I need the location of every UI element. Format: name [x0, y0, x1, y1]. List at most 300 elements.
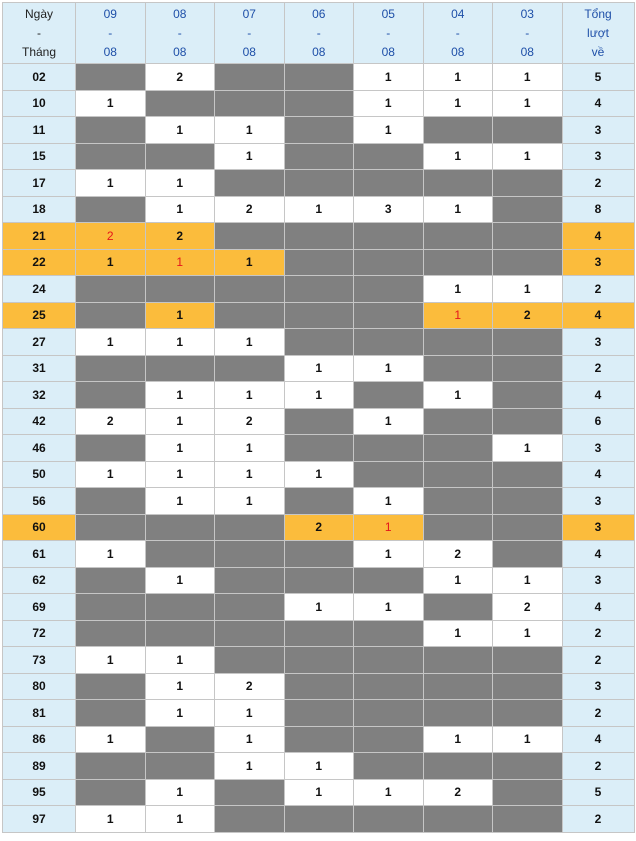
table-row: [3, 408, 635, 435]
count-cell: 1: [145, 779, 215, 806]
count-cell: 2: [145, 223, 215, 250]
empty-cell: [493, 673, 563, 700]
count-cell: 1: [76, 90, 146, 117]
row-number: 11: [3, 117, 76, 144]
empty-cell: [76, 700, 146, 727]
count-cell: 1: [215, 143, 285, 170]
empty-cell: [354, 276, 424, 303]
empty-cell: [284, 408, 354, 435]
empty-cell: [423, 355, 493, 382]
count-cell: 1: [215, 753, 285, 780]
empty-cell: [423, 223, 493, 250]
empty-cell: [423, 673, 493, 700]
header-date-month: [3, 3, 76, 64]
header-month: 08: [381, 44, 395, 59]
empty-cell: [145, 594, 215, 621]
empty-cell: [354, 806, 424, 833]
header-sep: -: [455, 25, 460, 40]
table-row: [3, 302, 635, 329]
header-label-line: Ngày: [24, 6, 53, 21]
count-cell: 1: [284, 461, 354, 488]
empty-cell: [423, 461, 493, 488]
header-month: 08: [451, 44, 465, 59]
table-row: [3, 726, 635, 753]
table-row: [3, 382, 635, 409]
count-cell: 1: [493, 726, 563, 753]
empty-cell: [354, 700, 424, 727]
empty-cell: [423, 753, 493, 780]
count-cell: 1: [354, 541, 424, 568]
empty-cell: [354, 726, 424, 753]
empty-cell: [423, 117, 493, 144]
empty-cell: [423, 647, 493, 674]
count-cell: 1: [493, 90, 563, 117]
count-cell: 1: [354, 90, 424, 117]
empty-cell: [354, 249, 424, 276]
row-total: 2: [562, 700, 634, 727]
count-cell: 1: [354, 117, 424, 144]
row-total: 4: [562, 302, 634, 329]
header-day: 03: [520, 6, 534, 21]
count-cell: 1: [145, 488, 215, 515]
header-day: 08: [173, 6, 187, 21]
count-cell: 1: [423, 382, 493, 409]
empty-cell: [493, 700, 563, 727]
empty-cell: [215, 276, 285, 303]
row-number: 27: [3, 329, 76, 356]
empty-cell: [215, 541, 285, 568]
empty-cell: [76, 117, 146, 144]
row-number: 22: [3, 249, 76, 276]
table-row: [3, 196, 635, 223]
header-month: 08: [242, 44, 256, 59]
count-cell: 1: [145, 382, 215, 409]
count-cell: 1: [215, 329, 285, 356]
count-cell: 2: [145, 64, 215, 91]
row-number: 97: [3, 806, 76, 833]
empty-cell: [493, 514, 563, 541]
empty-cell: [145, 143, 215, 170]
row-total: 4: [562, 90, 634, 117]
header-label-line: Tổng: [584, 6, 612, 21]
row-number: 18: [3, 196, 76, 223]
header-label-line: lượt: [587, 25, 609, 40]
empty-cell: [354, 170, 424, 197]
table-row: [3, 276, 635, 303]
empty-cell: [423, 488, 493, 515]
empty-cell: [76, 514, 146, 541]
row-total: 3: [562, 488, 634, 515]
empty-cell: [145, 726, 215, 753]
row-number: 02: [3, 64, 76, 91]
empty-cell: [76, 382, 146, 409]
row-number: 31: [3, 355, 76, 382]
empty-cell: [423, 514, 493, 541]
table-row: [3, 249, 635, 276]
empty-cell: [493, 196, 563, 223]
count-cell: 1: [354, 488, 424, 515]
header-sep: -: [247, 25, 252, 40]
empty-cell: [493, 779, 563, 806]
table-row: [3, 435, 635, 462]
empty-cell: [284, 329, 354, 356]
empty-cell: [76, 276, 146, 303]
count-cell: 1: [215, 488, 285, 515]
table-row: [3, 567, 635, 594]
count-cell: 1: [76, 461, 146, 488]
count-cell: 2: [423, 541, 493, 568]
empty-cell: [423, 408, 493, 435]
empty-cell: [76, 779, 146, 806]
count-cell: 1: [145, 461, 215, 488]
empty-cell: [493, 647, 563, 674]
header-date-column: [76, 3, 146, 64]
count-cell: 1: [423, 620, 493, 647]
row-total: 4: [562, 461, 634, 488]
empty-cell: [284, 620, 354, 647]
empty-cell: [493, 249, 563, 276]
count-cell: 1: [145, 435, 215, 462]
empty-cell: [76, 64, 146, 91]
row-number: 32: [3, 382, 76, 409]
count-cell: 1: [145, 196, 215, 223]
count-cell: 1: [423, 64, 493, 91]
table-row: [3, 355, 635, 382]
header-month: 08: [520, 44, 534, 59]
empty-cell: [284, 541, 354, 568]
empty-cell: [423, 435, 493, 462]
empty-cell: [284, 223, 354, 250]
empty-cell: [76, 355, 146, 382]
header-row: [3, 3, 635, 64]
row-number: 81: [3, 700, 76, 727]
empty-cell: [493, 753, 563, 780]
table-row: [3, 488, 635, 515]
count-cell: 1: [354, 355, 424, 382]
table-body: [3, 64, 635, 833]
count-cell: 2: [284, 514, 354, 541]
empty-cell: [145, 90, 215, 117]
empty-cell: [354, 647, 424, 674]
count-cell: 2: [423, 779, 493, 806]
row-total: 3: [562, 567, 634, 594]
table-row: [3, 700, 635, 727]
count-cell: 1: [145, 700, 215, 727]
count-cell: 1: [76, 647, 146, 674]
empty-cell: [284, 673, 354, 700]
row-number: 50: [3, 461, 76, 488]
row-number: 42: [3, 408, 76, 435]
header-month: 08: [312, 44, 326, 59]
empty-cell: [493, 488, 563, 515]
row-total: 3: [562, 143, 634, 170]
empty-cell: [423, 249, 493, 276]
row-total: 3: [562, 435, 634, 462]
empty-cell: [354, 461, 424, 488]
count-cell: 2: [76, 408, 146, 435]
header-month: 08: [103, 44, 117, 59]
empty-cell: [76, 567, 146, 594]
count-cell: 1: [145, 806, 215, 833]
table-row: [3, 64, 635, 91]
row-total: 3: [562, 673, 634, 700]
table-row: [3, 541, 635, 568]
empty-cell: [145, 514, 215, 541]
header-total: [562, 3, 634, 64]
empty-cell: [76, 753, 146, 780]
row-number: 25: [3, 302, 76, 329]
count-cell: 1: [423, 276, 493, 303]
statistics-table: [2, 2, 635, 833]
count-cell: 2: [493, 594, 563, 621]
count-cell: 1: [284, 196, 354, 223]
empty-cell: [354, 302, 424, 329]
count-cell: 1: [493, 64, 563, 91]
empty-cell: [145, 541, 215, 568]
empty-cell: [284, 64, 354, 91]
count-cell: 1: [423, 90, 493, 117]
header-date-column: [493, 3, 563, 64]
empty-cell: [215, 170, 285, 197]
count-cell: 1: [76, 726, 146, 753]
table-row: [3, 223, 635, 250]
row-number: 24: [3, 276, 76, 303]
header-date-column: [354, 3, 424, 64]
empty-cell: [493, 461, 563, 488]
table-row: [3, 594, 635, 621]
row-number: 89: [3, 753, 76, 780]
count-cell: 1: [354, 594, 424, 621]
empty-cell: [215, 647, 285, 674]
count-cell: 2: [215, 673, 285, 700]
empty-cell: [76, 594, 146, 621]
table-row: [3, 461, 635, 488]
row-total: 8: [562, 196, 634, 223]
table-row: [3, 329, 635, 356]
row-total: 2: [562, 170, 634, 197]
empty-cell: [76, 620, 146, 647]
header-date-column: [145, 3, 215, 64]
row-number: 95: [3, 779, 76, 806]
row-total: 4: [562, 594, 634, 621]
count-cell: 1: [145, 117, 215, 144]
row-total: 2: [562, 620, 634, 647]
count-cell: 2: [215, 196, 285, 223]
empty-cell: [76, 302, 146, 329]
header-month: 08: [173, 44, 187, 59]
count-cell: 2: [215, 408, 285, 435]
count-cell: 1: [145, 647, 215, 674]
row-number: 73: [3, 647, 76, 674]
header-sep: -: [108, 25, 113, 40]
header-day: 04: [451, 6, 465, 21]
count-cell: 1: [423, 726, 493, 753]
count-cell: 1: [493, 143, 563, 170]
row-total: 3: [562, 329, 634, 356]
empty-cell: [284, 302, 354, 329]
row-number: 21: [3, 223, 76, 250]
empty-cell: [76, 488, 146, 515]
empty-cell: [215, 779, 285, 806]
row-number: 56: [3, 488, 76, 515]
empty-cell: [493, 408, 563, 435]
row-total: 6: [562, 408, 634, 435]
count-cell: 1: [145, 329, 215, 356]
empty-cell: [493, 806, 563, 833]
row-total: 3: [562, 249, 634, 276]
row-total: 4: [562, 541, 634, 568]
empty-cell: [284, 117, 354, 144]
header-day: 09: [103, 6, 117, 21]
header-day: 07: [242, 6, 256, 21]
count-cell: 1: [76, 541, 146, 568]
row-number: 69: [3, 594, 76, 621]
empty-cell: [76, 435, 146, 462]
table-row: [3, 170, 635, 197]
header-label-line: Tháng: [21, 44, 57, 59]
table-row: [3, 806, 635, 833]
empty-cell: [284, 143, 354, 170]
header-date-column: [284, 3, 354, 64]
count-cell: 1: [423, 196, 493, 223]
header-date-column: [215, 3, 285, 64]
count-cell: 1: [284, 382, 354, 409]
count-cell: 1: [76, 329, 146, 356]
header-label-line: về: [591, 44, 605, 59]
count-cell: 1: [145, 302, 215, 329]
count-cell: 1: [215, 249, 285, 276]
empty-cell: [284, 700, 354, 727]
count-cell: 1: [493, 567, 563, 594]
count-cell: 1: [423, 302, 493, 329]
count-cell: 1: [354, 64, 424, 91]
table-row: [3, 673, 635, 700]
empty-cell: [493, 355, 563, 382]
empty-cell: [284, 647, 354, 674]
row-total: 4: [562, 223, 634, 250]
count-cell: 1: [215, 382, 285, 409]
count-cell: 1: [493, 276, 563, 303]
count-cell: 1: [354, 408, 424, 435]
header-sep: -: [316, 25, 321, 40]
table-row: [3, 779, 635, 806]
header-label-line: -: [37, 25, 41, 40]
count-cell: 1: [215, 726, 285, 753]
empty-cell: [284, 276, 354, 303]
row-total: 2: [562, 276, 634, 303]
table-row: [3, 620, 635, 647]
count-cell: 3: [354, 196, 424, 223]
empty-cell: [354, 223, 424, 250]
table-row: [3, 143, 635, 170]
count-cell: 1: [493, 435, 563, 462]
row-total: 2: [562, 806, 634, 833]
row-total: 2: [562, 355, 634, 382]
count-cell: 1: [76, 249, 146, 276]
empty-cell: [215, 514, 285, 541]
empty-cell: [354, 143, 424, 170]
count-cell: 1: [215, 700, 285, 727]
empty-cell: [76, 143, 146, 170]
table-row: [3, 117, 635, 144]
empty-cell: [284, 488, 354, 515]
row-number: 60: [3, 514, 76, 541]
empty-cell: [284, 249, 354, 276]
row-total: 4: [562, 726, 634, 753]
empty-cell: [354, 673, 424, 700]
count-cell: 1: [284, 355, 354, 382]
empty-cell: [284, 90, 354, 117]
count-cell: 1: [493, 620, 563, 647]
empty-cell: [493, 541, 563, 568]
empty-cell: [145, 276, 215, 303]
count-cell: 2: [76, 223, 146, 250]
empty-cell: [354, 620, 424, 647]
empty-cell: [493, 329, 563, 356]
table-row: [3, 90, 635, 117]
count-cell: 1: [354, 779, 424, 806]
empty-cell: [354, 382, 424, 409]
empty-cell: [215, 90, 285, 117]
empty-cell: [423, 700, 493, 727]
empty-cell: [215, 567, 285, 594]
count-cell: 1: [145, 249, 215, 276]
row-number: 46: [3, 435, 76, 462]
count-cell: 1: [76, 806, 146, 833]
empty-cell: [215, 223, 285, 250]
count-cell: 1: [145, 567, 215, 594]
table-row: [3, 514, 635, 541]
empty-cell: [215, 302, 285, 329]
count-cell: 2: [493, 302, 563, 329]
empty-cell: [354, 567, 424, 594]
count-cell: 1: [354, 514, 424, 541]
empty-cell: [284, 435, 354, 462]
header-sep: -: [386, 25, 391, 40]
row-total: 5: [562, 779, 634, 806]
row-total: 3: [562, 514, 634, 541]
empty-cell: [215, 806, 285, 833]
empty-cell: [76, 673, 146, 700]
count-cell: 1: [284, 594, 354, 621]
count-cell: 1: [284, 779, 354, 806]
count-cell: 1: [284, 753, 354, 780]
count-cell: 1: [215, 117, 285, 144]
table-row: [3, 647, 635, 674]
empty-cell: [76, 196, 146, 223]
count-cell: 1: [215, 461, 285, 488]
row-number: 61: [3, 541, 76, 568]
empty-cell: [354, 329, 424, 356]
count-cell: 1: [145, 408, 215, 435]
row-total: 4: [562, 382, 634, 409]
header-day: 05: [381, 6, 395, 21]
row-number: 62: [3, 567, 76, 594]
row-number: 80: [3, 673, 76, 700]
header-sep: -: [525, 25, 530, 40]
header-sep: -: [177, 25, 182, 40]
empty-cell: [423, 170, 493, 197]
empty-cell: [145, 753, 215, 780]
empty-cell: [215, 594, 285, 621]
row-number: 72: [3, 620, 76, 647]
table-row: [3, 753, 635, 780]
empty-cell: [493, 117, 563, 144]
count-cell: 1: [423, 143, 493, 170]
count-cell: 1: [76, 170, 146, 197]
count-cell: 1: [145, 673, 215, 700]
empty-cell: [423, 329, 493, 356]
